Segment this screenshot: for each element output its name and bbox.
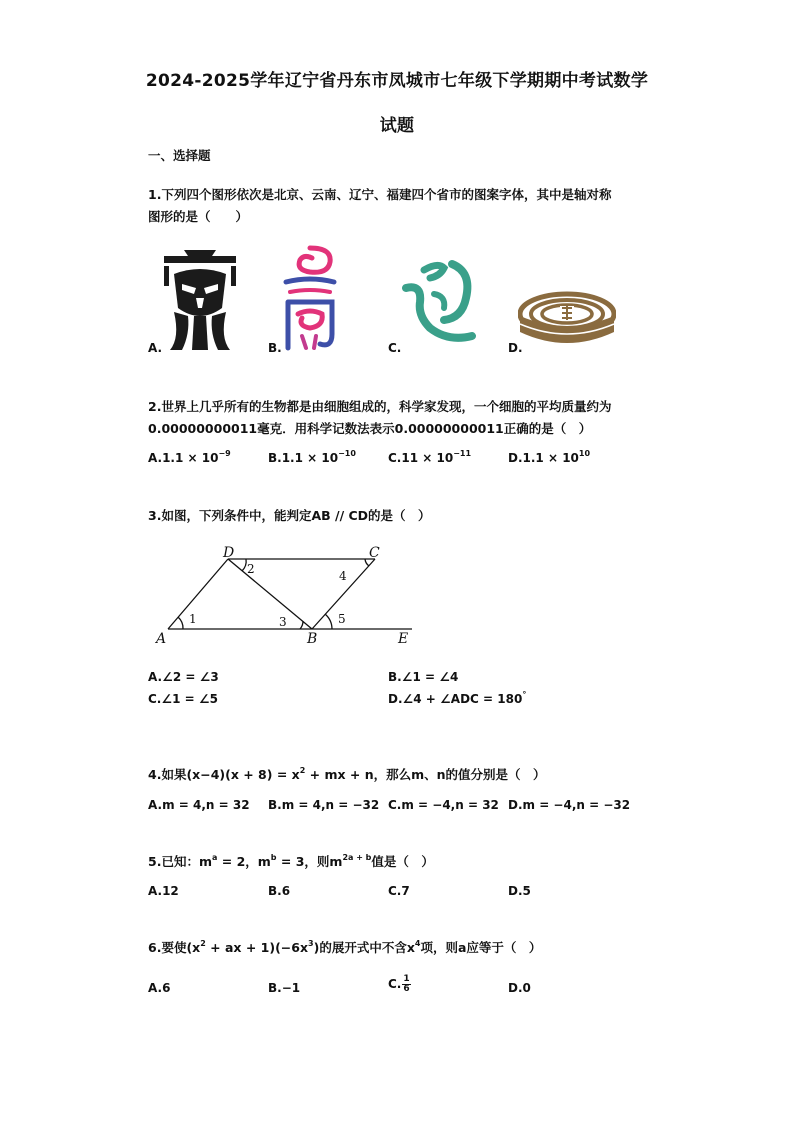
question-6-exponent-3: 3 bbox=[308, 939, 314, 948]
question-6-exponent-4: 4 bbox=[414, 939, 421, 948]
q2-option-b[interactable] bbox=[268, 451, 356, 465]
q6-option-c-label: C. bbox=[388, 977, 402, 991]
point-b-label: B bbox=[307, 631, 318, 647]
question-4-exponent: 2 bbox=[299, 766, 306, 775]
liaoning-logo bbox=[400, 258, 478, 342]
question-2-line2: 0.00000000011毫克．用科学记数法表示0.00000000011正确的是（ ） bbox=[148, 421, 592, 436]
question-5-text-1: 5.已知：m bbox=[148, 854, 212, 869]
point-d-label: D bbox=[223, 545, 235, 561]
q2-option-c[interactable] bbox=[388, 451, 471, 465]
q5-option-d[interactable]: D.5 bbox=[508, 884, 531, 898]
question-1-stem bbox=[148, 184, 611, 228]
question-1-line2: 图形的是（ ） bbox=[148, 209, 249, 224]
page-title-continued: 试题 bbox=[379, 116, 415, 136]
q5-option-b[interactable]: B.6 bbox=[268, 884, 291, 898]
angle-5-label: 5 bbox=[338, 612, 346, 626]
point-e-label: E bbox=[398, 631, 409, 647]
q3-option-a[interactable]: A.∠2 = ∠3 bbox=[148, 670, 219, 684]
q3-geometry-figure bbox=[150, 540, 420, 648]
q4-option-d[interactable]: D.m = −4,n = −32 bbox=[508, 798, 631, 812]
q4-option-b[interactable]: B.m = 4,n = −32 bbox=[268, 798, 380, 812]
q2-option-d-exponent: 10 bbox=[578, 449, 591, 458]
angle-2-label: 2 bbox=[247, 562, 255, 576]
q3-option-d[interactable] bbox=[388, 692, 526, 706]
q2-option-a-text: A.1.1 × 10 bbox=[148, 451, 219, 465]
q2-option-c-exponent: −11 bbox=[453, 449, 472, 458]
fraction-one-sixth bbox=[402, 975, 410, 994]
question-1-line1: 1.下列四个图形依次是北京、云南、辽宁、福建四个省市的图案字体，其中是轴对称 bbox=[148, 187, 612, 202]
q1-option-c[interactable]: C. bbox=[388, 341, 402, 355]
question-4-text-2: + mx + n，那么m、n的值分别是（ ） bbox=[305, 767, 546, 782]
question-2-stem bbox=[148, 396, 611, 440]
question-5-text-2: = 2，m bbox=[217, 854, 271, 869]
question-2-line1: 2.世界上几乎所有的生物都是由细胞组成的，科学家发现，一个细胞的平均质量约为 bbox=[148, 399, 612, 414]
degree-symbol: ° bbox=[522, 690, 527, 699]
q2-option-b-exponent: −10 bbox=[338, 449, 356, 458]
question-6-stem bbox=[148, 937, 541, 959]
question-6-text-4: 项，则a应等于（ ） bbox=[420, 940, 542, 955]
q3-option-b[interactable]: B.∠1 = ∠4 bbox=[388, 670, 459, 684]
question-5-text-3: = 3，则m bbox=[276, 854, 343, 869]
q6-option-d[interactable]: D.0 bbox=[508, 981, 531, 995]
fraction-numerator: 1 bbox=[403, 974, 410, 984]
page-title: 2024-2025学年辽宁省丹东市凤城市七年级下学期期中考试数学 bbox=[145, 71, 649, 91]
question-5-exponent-2a-plus-b: 2a + b bbox=[342, 853, 372, 862]
question-6-text-3: )的展开式中不含x bbox=[313, 940, 415, 955]
question-5-exponent-b: b bbox=[270, 853, 277, 862]
q2-option-d[interactable] bbox=[508, 451, 590, 465]
q4-option-a[interactable]: A.m = 4,n = 32 bbox=[148, 798, 250, 812]
angle-4-label: 4 bbox=[339, 569, 347, 583]
point-c-label: C bbox=[369, 545, 380, 561]
q5-option-c[interactable]: C.7 bbox=[388, 884, 410, 898]
q5-option-a[interactable]: A.12 bbox=[148, 884, 179, 898]
question-4-stem bbox=[148, 764, 546, 786]
q1-option-b[interactable]: B. bbox=[268, 341, 282, 355]
fujian-logo bbox=[518, 290, 616, 352]
point-a-label: A bbox=[156, 631, 167, 647]
fraction-denominator: 6 bbox=[403, 984, 410, 994]
q2-option-a[interactable] bbox=[148, 451, 231, 465]
q2-option-b-text: B.1.1 × 10 bbox=[268, 451, 339, 465]
question-3-stem: 3.如图，下列条件中，能判定AB // CD的是（ ） bbox=[148, 508, 431, 523]
q2-option-a-exponent: −9 bbox=[218, 449, 231, 458]
q1-option-d[interactable]: D. bbox=[508, 341, 523, 355]
question-6-text-1: 6.要使(x bbox=[148, 940, 201, 955]
q1-option-a[interactable]: A. bbox=[148, 341, 163, 355]
question-5-text-4: 值是（ ） bbox=[371, 854, 434, 869]
question-5-exponent-a: a bbox=[211, 853, 218, 862]
yunnan-logo bbox=[280, 244, 340, 352]
q3-option-c[interactable]: C.∠1 = ∠5 bbox=[148, 692, 218, 706]
angle-1-label: 1 bbox=[189, 612, 197, 626]
angle-3-label: 3 bbox=[279, 615, 287, 629]
question-6-exponent-2: 2 bbox=[200, 939, 206, 948]
q6-option-b[interactable]: B.−1 bbox=[268, 981, 301, 995]
q2-option-d-text: D.1.1 × 10 bbox=[508, 451, 579, 465]
question-5-stem bbox=[148, 851, 434, 873]
q2-option-c-text: C.11 × 10 bbox=[388, 451, 454, 465]
q6-option-c[interactable] bbox=[388, 975, 411, 994]
q6-option-a[interactable]: A.6 bbox=[148, 981, 171, 995]
q3-option-d-text: D.∠4 + ∠ADC = 180 bbox=[388, 692, 523, 706]
q4-option-c[interactable]: C.m = −4,n = 32 bbox=[388, 798, 499, 812]
section-title: 一、选择题 bbox=[148, 148, 211, 163]
question-6-text-2: + ax + 1)(−6x bbox=[205, 940, 309, 955]
beijing-logo bbox=[160, 250, 240, 354]
question-4-text-1: 4.如果(x−4)(x + 8) = x bbox=[148, 767, 300, 782]
